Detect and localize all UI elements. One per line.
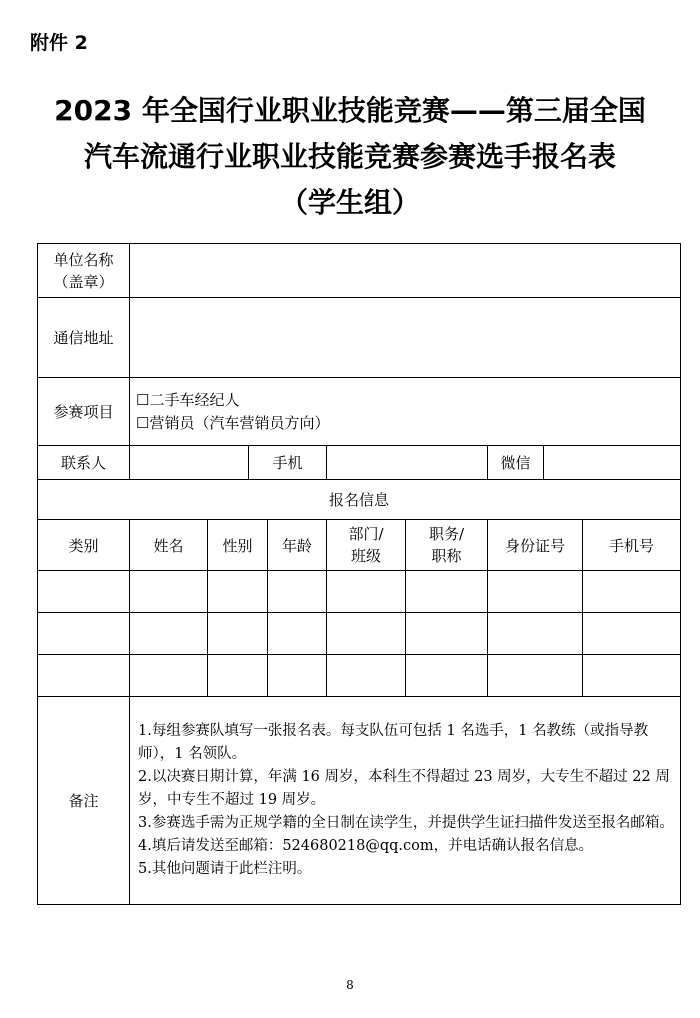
- mobile-label: 手机: [249, 446, 327, 480]
- columns-header-row: [38, 520, 681, 571]
- cell-id-number[interactable]: [488, 613, 583, 655]
- cell-gender[interactable]: [208, 613, 268, 655]
- title-line-1: 2023 年全国行业职业技能竞赛——第三届全国: [54, 94, 646, 127]
- cell-category[interactable]: [38, 655, 130, 697]
- table-row: [38, 571, 681, 613]
- cell-id-number[interactable]: [488, 655, 583, 697]
- cell-position[interactable]: [406, 571, 488, 613]
- cell-department[interactable]: [327, 613, 406, 655]
- project-option-used-car-broker[interactable]: ☐二手车经纪人: [136, 390, 240, 409]
- title-line-3: （学生组）: [279, 186, 420, 219]
- address-label: 通信地址: [38, 298, 130, 378]
- wechat-input-cell[interactable]: [544, 446, 681, 480]
- col-department-line-2: 班级: [350, 547, 381, 565]
- cell-gender[interactable]: [208, 571, 268, 613]
- table-row: [38, 613, 681, 655]
- cell-position[interactable]: [406, 613, 488, 655]
- unit-row: [38, 244, 681, 298]
- remarks-row: [38, 697, 681, 905]
- project-label: 参赛项目: [38, 378, 130, 446]
- col-phone: 手机号: [583, 520, 681, 571]
- cell-gender[interactable]: [208, 655, 268, 697]
- col-category: 类别: [38, 520, 130, 571]
- contact-label: 联系人: [38, 446, 130, 480]
- remarks-label: 备注: [38, 697, 130, 905]
- col-department-line-1: 部门/: [348, 525, 384, 543]
- unit-label-cell: [38, 244, 130, 298]
- col-name: 姓名: [130, 520, 208, 571]
- col-id-number: 身份证号: [488, 520, 583, 571]
- col-department: [327, 520, 406, 571]
- form-title: [0, 88, 700, 226]
- note-item: 2.以决赛日期计算，年满 16 周岁，本科生不得超过 23 周岁，大专生不超过 22 周岁，中专生不超过 19 周岁。: [138, 769, 670, 808]
- cell-phone[interactable]: [583, 613, 681, 655]
- cell-id-number[interactable]: [488, 571, 583, 613]
- col-position-line-2: 职称: [431, 547, 462, 565]
- unit-input-cell[interactable]: [130, 244, 681, 298]
- col-gender: 性别: [208, 520, 268, 571]
- page-number: 8: [346, 978, 354, 992]
- unit-seal-label: （盖章）: [53, 272, 114, 291]
- cell-phone[interactable]: [583, 571, 681, 613]
- note-item: 3.参赛选手需为正规学籍的全日制在读学生，并提供学生证扫描件发送至报名邮箱。: [138, 815, 674, 831]
- mobile-input-cell[interactable]: [327, 446, 488, 480]
- note-item: 5.其他问题请于此栏注明。: [138, 861, 312, 877]
- col-position: [406, 520, 488, 571]
- address-row: [38, 298, 681, 378]
- address-input-cell[interactable]: [130, 298, 681, 378]
- section-title: 报名信息: [38, 480, 681, 520]
- cell-department[interactable]: [327, 655, 406, 697]
- note-item: 4.填后请发送至邮箱：524680218@qq.com，并电话确认报名信息。: [138, 838, 594, 854]
- note-item: 1.每组参赛队填写一张报名表。每支队伍可包括 1 名选手，1 名教练（或指导教师），1 名领队。: [138, 723, 649, 762]
- remarks-notes: [130, 697, 681, 905]
- cell-category[interactable]: [38, 613, 130, 655]
- cell-age[interactable]: [268, 655, 327, 697]
- title-line-2: 汽车流通行业职业技能竞赛参赛选手报名表: [83, 140, 616, 173]
- unit-label: 单位名称: [53, 250, 114, 269]
- cell-department[interactable]: [327, 571, 406, 613]
- col-position-line-1: 职务/: [428, 525, 465, 543]
- section-title-row: [38, 480, 681, 520]
- cell-position[interactable]: [406, 655, 488, 697]
- cell-name[interactable]: [130, 655, 208, 697]
- cell-name[interactable]: [130, 613, 208, 655]
- cell-category[interactable]: [38, 571, 130, 613]
- project-options-cell: [130, 378, 681, 446]
- attachment-label: 附件 2: [30, 32, 88, 54]
- project-row: [38, 378, 681, 446]
- table-row: [38, 655, 681, 697]
- cell-phone[interactable]: [583, 655, 681, 697]
- registration-form-table: [37, 243, 681, 905]
- contact-input-cell[interactable]: [130, 446, 249, 480]
- contact-row: [38, 446, 681, 480]
- cell-age[interactable]: [268, 613, 327, 655]
- wechat-label: 微信: [488, 446, 544, 480]
- cell-age[interactable]: [268, 571, 327, 613]
- cell-name[interactable]: [130, 571, 208, 613]
- project-option-marketing[interactable]: ☐营销员（汽车营销员方向）: [136, 413, 330, 432]
- col-age: 年龄: [268, 520, 327, 571]
